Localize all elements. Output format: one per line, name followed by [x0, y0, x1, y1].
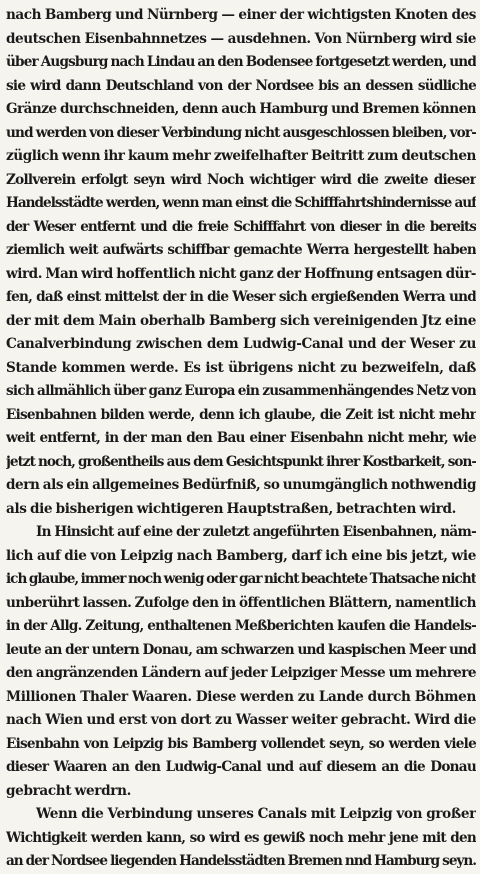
text-line: den angränzenden Ländern auf jeder Leipziger Messe um mehrere: [6, 665, 476, 681]
paragraph-3: [6, 803, 476, 874]
text-line: Stande kommen werde. Es ist übrigens nicht zu bezweifeln, daß: [6, 359, 476, 376]
text-line: lich auf die von Leipzig nach Bamberg, darf ich eine bis jetzt, wie: [6, 547, 476, 564]
text-line: fen, daß einst mittelst der in die Weser sich ergießenden Werra und: [6, 289, 476, 305]
text-line: Eisenbahnen bilden werde, denn ich glaube, die Zeit ist nicht mehr: [6, 406, 476, 423]
text-line: sich allmählich über ganz Europa ein zusammenhängendes Netz von: [6, 383, 476, 399]
text-line: ich glaube, immer noch wenig oder gar nicht beachtete Thatsache nicht: [6, 571, 476, 587]
text-line: züglich wenn ihr kaum mehr zweifelhafter Beitritt zum deutschen: [6, 148, 476, 164]
text-line: der Weser entfernt und die freie Schifffahrt von dieser in die bereits: [6, 218, 476, 235]
text-line: gebracht werdrn.: [6, 782, 131, 799]
text-line: In Hinsicht auf eine der zuletzt angeführten Eisenbahnen, näm-: [36, 524, 476, 540]
text-line: dern als ein allgemeines Bedürfniß, so unumgänglich nothwendig: [6, 477, 476, 493]
text-line: Millionen Thaler Waaren. Diese werden zu Lande durch Böhmen: [6, 688, 476, 705]
text-line: wird. Man wird hoffentlich nicht ganz der Hoffnung entsagen dür-: [6, 265, 476, 282]
text-line: und werden von dieser Verbindung nicht ausgeschlossen bleiben, vor-: [6, 124, 476, 141]
text-line: Handelsstädte werden, wenn man einst die Schifffahrtshindernisse auf: [6, 195, 476, 211]
text-line: nach Wien und erst von dort zu Wasser weiter gebracht. Wird die: [6, 712, 476, 728]
text-line: Eisenbahn von Leipzig bis Bamberg vollendet seyn, so werden viele: [6, 735, 476, 752]
text-line: leute an der untern Donau, am schwarzen und kaspischen Meer und: [6, 641, 476, 658]
paragraph-2: [6, 521, 476, 803]
text-line: der mit dem Main oberhalb Bamberg sich vereinigenden Jtz eine: [6, 312, 476, 329]
text-line: unberührt lassen. Zufolge den in öffentlichen Blättern, namentlich: [6, 594, 476, 611]
text-line: an der Nordsee liegenden Handelsstädten Bremen nnd Hamburg seyn.: [6, 853, 476, 869]
text-line: Zollverein erfolgt seyn wird Noch wichtiger wird die zweite dieser: [6, 171, 476, 188]
text-line: in der Allg. Zeitung, enthaltenen Meßberichten kaufen die Handels-: [6, 618, 476, 634]
text-line: weit entfernt, in der man den Bau einer Eisenbahn nicht mehr, wie: [6, 430, 476, 446]
text-line: Canalverbindung zwischen dem Ludwig-Canal und der Weser zu: [6, 336, 476, 352]
text-line: ziemlich weit aufwärts schiffbar gemachte Werra hergestellt haben: [6, 242, 476, 258]
text-line: Wenn die Verbindung unseres Canals mit Leipzig von großer: [36, 806, 476, 822]
text-line: nach Bamberg und Nürnberg — einer der wichtigsten Knoten des: [6, 7, 476, 23]
paragraph-1: [6, 4, 476, 521]
text-line: jetzt noch, großentheils aus dem Gesichtspunkt ihrer Kostbarkeit, son-: [6, 453, 476, 470]
text-line: dieser Waaren an den Ludwig-Canal und auf diesem an die Donau: [6, 759, 476, 775]
text-line: über Augsburg nach Lindau an den Bodensee fortgesetzt werden, und: [6, 54, 476, 70]
text-line: Wichtigkeit werden kann, so wird es gewiß noch mehr jene mit den: [6, 829, 476, 846]
text-line: sie wird dann Deutschland von der Nordsee bis an dessen südliche: [6, 77, 476, 94]
text-line: Gränze durchschneiden, denn auch Hamburg und Bremen können: [6, 101, 476, 117]
text-line: deutschen Eisenbahnnetzes — ausdehnen. Von Nürnberg wird sie: [6, 30, 476, 47]
text-line: als die bisherigen wichtigeren Hauptstraßen, betrachten wird.: [6, 500, 456, 517]
